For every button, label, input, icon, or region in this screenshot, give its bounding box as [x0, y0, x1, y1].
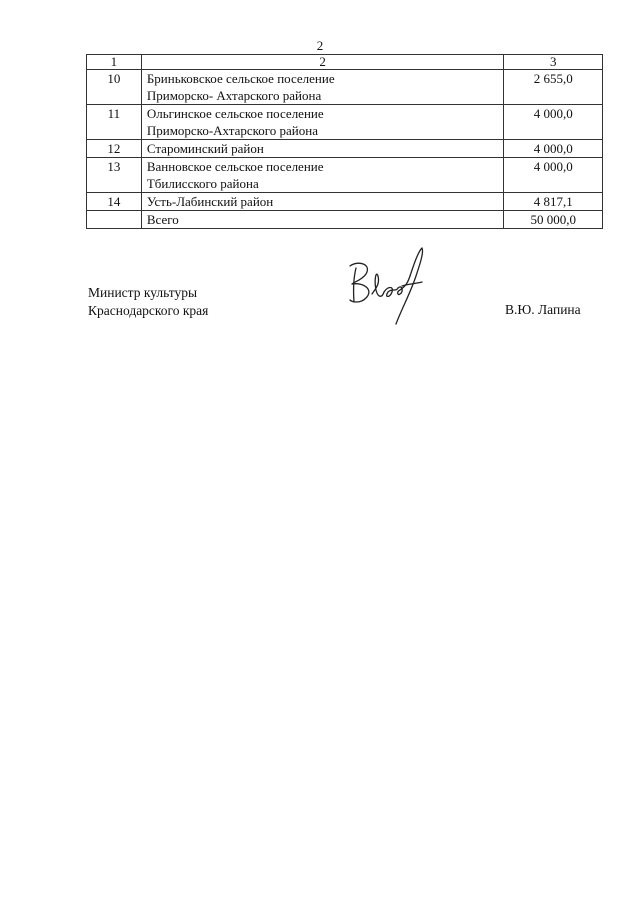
row-number: 11: [87, 105, 142, 140]
total-label: Всего: [141, 211, 504, 229]
row-number: 12: [87, 140, 142, 158]
column-header-1: 1: [87, 55, 142, 70]
signer-name: В.Ю. Лапина: [505, 302, 581, 317]
table-row: [87, 193, 603, 211]
recipient-name: [141, 105, 504, 140]
table-header-row: [87, 55, 603, 70]
recipient-name-line2: Приморско- Ахтарского района: [146, 88, 322, 103]
amount: 2 655,0: [504, 70, 603, 105]
recipient-name: [141, 70, 504, 105]
table-row: [87, 140, 603, 158]
table-row: [87, 158, 603, 193]
column-header-2: 2: [141, 55, 504, 70]
amount: 4 817,1: [504, 193, 603, 211]
amount: 4 000,0: [504, 158, 603, 193]
column-header-3: 3: [504, 55, 603, 70]
recipient-name-line1: Ольгинское сельское поселение: [146, 106, 324, 121]
recipient-name: [141, 193, 504, 211]
recipient-name-line1: Усть-Лабинский район: [146, 194, 274, 209]
table-row: [87, 105, 603, 140]
amount: 4 000,0: [504, 105, 603, 140]
recipient-name-line1: Ванновское сельское поселение: [146, 159, 324, 174]
recipient-name-line1: Бриньковское сельское поселение: [146, 71, 335, 86]
table-total-row: [87, 211, 603, 229]
signatory-title: [88, 284, 208, 320]
recipient-name-line2: Тбилисского района: [146, 176, 259, 191]
row-number: 13: [87, 158, 142, 193]
page-number: 2: [316, 38, 324, 53]
amount: 4 000,0: [504, 140, 603, 158]
row-number: 14: [87, 193, 142, 211]
table-row: [87, 70, 603, 105]
handwritten-signature: [338, 246, 433, 330]
signatory-title-line2: Краснодарского края: [88, 303, 209, 318]
signatory-title-line1: Министр культуры: [88, 285, 198, 300]
allocation-table: [86, 54, 603, 229]
total-number: [87, 211, 142, 229]
total-amount: 50 000,0: [504, 211, 603, 229]
recipient-name-line2: Приморско-Ахтарского района: [146, 123, 318, 138]
recipient-name: [141, 158, 504, 193]
recipient-name: [141, 140, 504, 158]
recipient-name-line1: Староминский район: [146, 141, 264, 156]
row-number: 10: [87, 70, 142, 105]
